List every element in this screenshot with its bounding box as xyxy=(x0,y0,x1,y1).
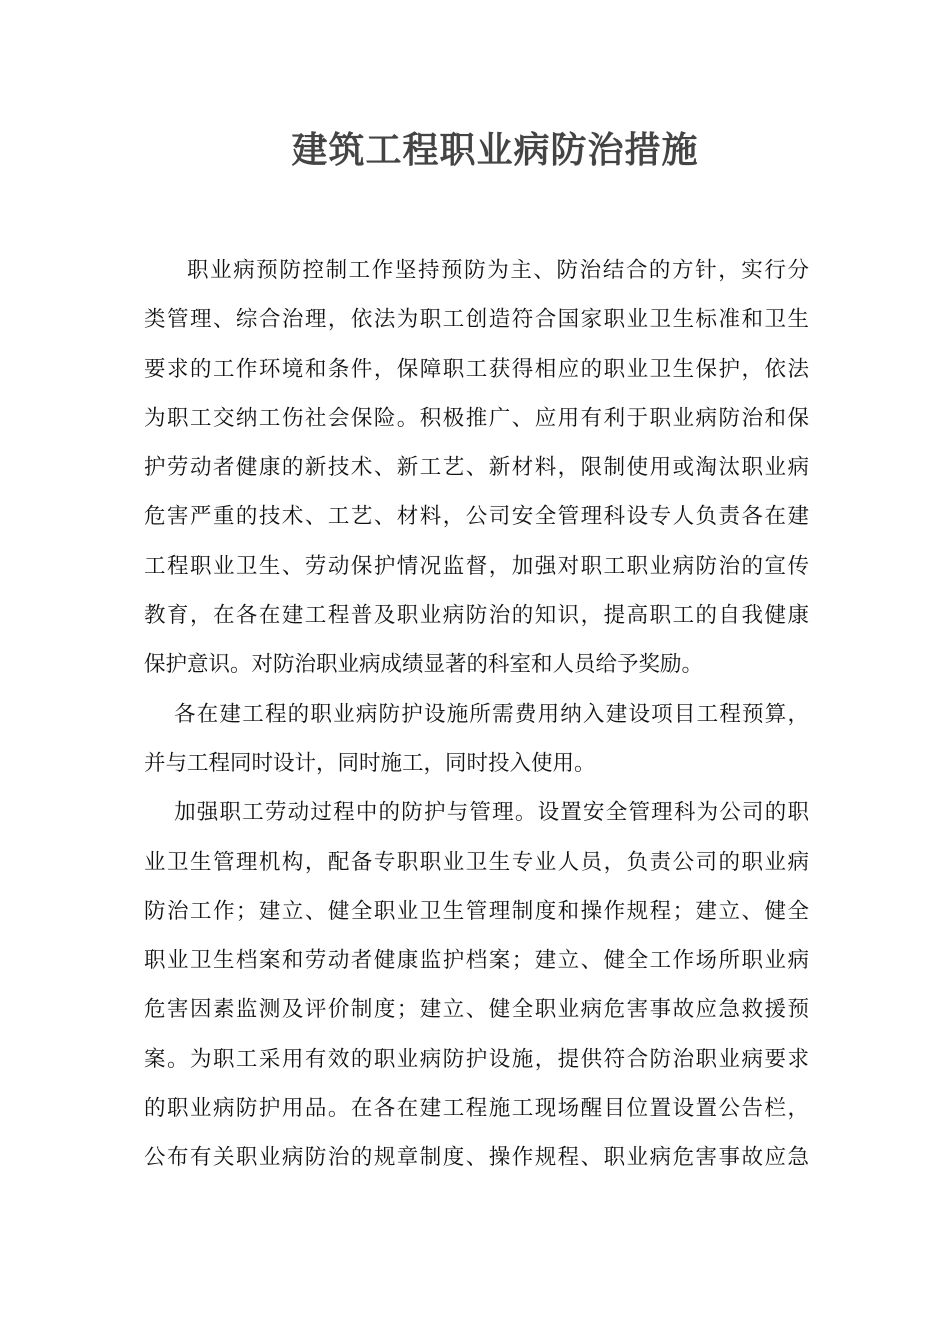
paragraph xyxy=(144,690,809,789)
text-line: 加强职工劳动过程中的防护与管理。设置安全管理科为公司的职 xyxy=(174,800,809,826)
text-line: 工程职业卫生、劳动保护情况监督，加强对职工职业病防治的宣传 xyxy=(144,553,809,579)
paragraph xyxy=(144,246,809,690)
text-line: 护劳动者健康的新技术、新工艺、新材料，限制使用或淘汰职业病 xyxy=(144,455,809,481)
text-line: 职业病预防控制工作坚持预防为主、防治结合的方针，实行分 xyxy=(187,258,809,283)
text-line: 教育，在各在建工程普及职业病防治的知识，提高职工的自我健康 xyxy=(144,603,809,629)
text-line: 要求的工作环境和条件，保障职工获得相应的职业卫生保护，依法 xyxy=(144,356,809,382)
text-line: 防治工作；建立、健全职业卫生管理制度和操作规程；建立、健全 xyxy=(144,898,809,924)
text-line: 类管理、综合治理，依法为职工创造符合国家职业卫生标准和卫生 xyxy=(144,307,809,333)
text-line: 并与工程同时设计，同时施工，同时投入使用。 xyxy=(144,750,596,776)
text-line: 职业卫生档案和劳动者健康监护档案；建立、健全工作场所职业病 xyxy=(144,948,809,974)
document-title: 建筑工程职业病防治措施 xyxy=(291,129,699,171)
text-line: 公布有关职业病防治的规章制度、操作规程、职业病危害事故应急 xyxy=(144,1145,809,1171)
text-line: 业卫生管理机构，配备专职职业卫生专业人员，负责公司的职业病 xyxy=(144,849,809,875)
text-line: 各在建工程的职业病防护设施所需费用纳入建设项目工程预算， xyxy=(174,701,809,727)
document-body xyxy=(144,246,809,1183)
text-line: 危害严重的技术、工艺、材料，公司安全管理科设专人负责各在建 xyxy=(144,504,809,530)
text-line: 保护意识。对防治职业病成绩显著的科室和人员给予奖励。 xyxy=(144,652,704,678)
paragraph xyxy=(144,788,809,1182)
text-line: 案。为职工采用有效的职业病防护设施，提供符合防治职业病要求 xyxy=(144,1046,809,1072)
text-line: 危害因素监测及评价制度；建立、健全职业病危害事故应急救援预 xyxy=(144,997,809,1023)
text-line: 的职业病防护用品。在各在建工程施工现场醒目位置设置公告栏， xyxy=(144,1096,809,1122)
text-line: 为职工交纳工伤社会保险。积极推广、应用有利于职业病防治和保 xyxy=(144,405,809,431)
